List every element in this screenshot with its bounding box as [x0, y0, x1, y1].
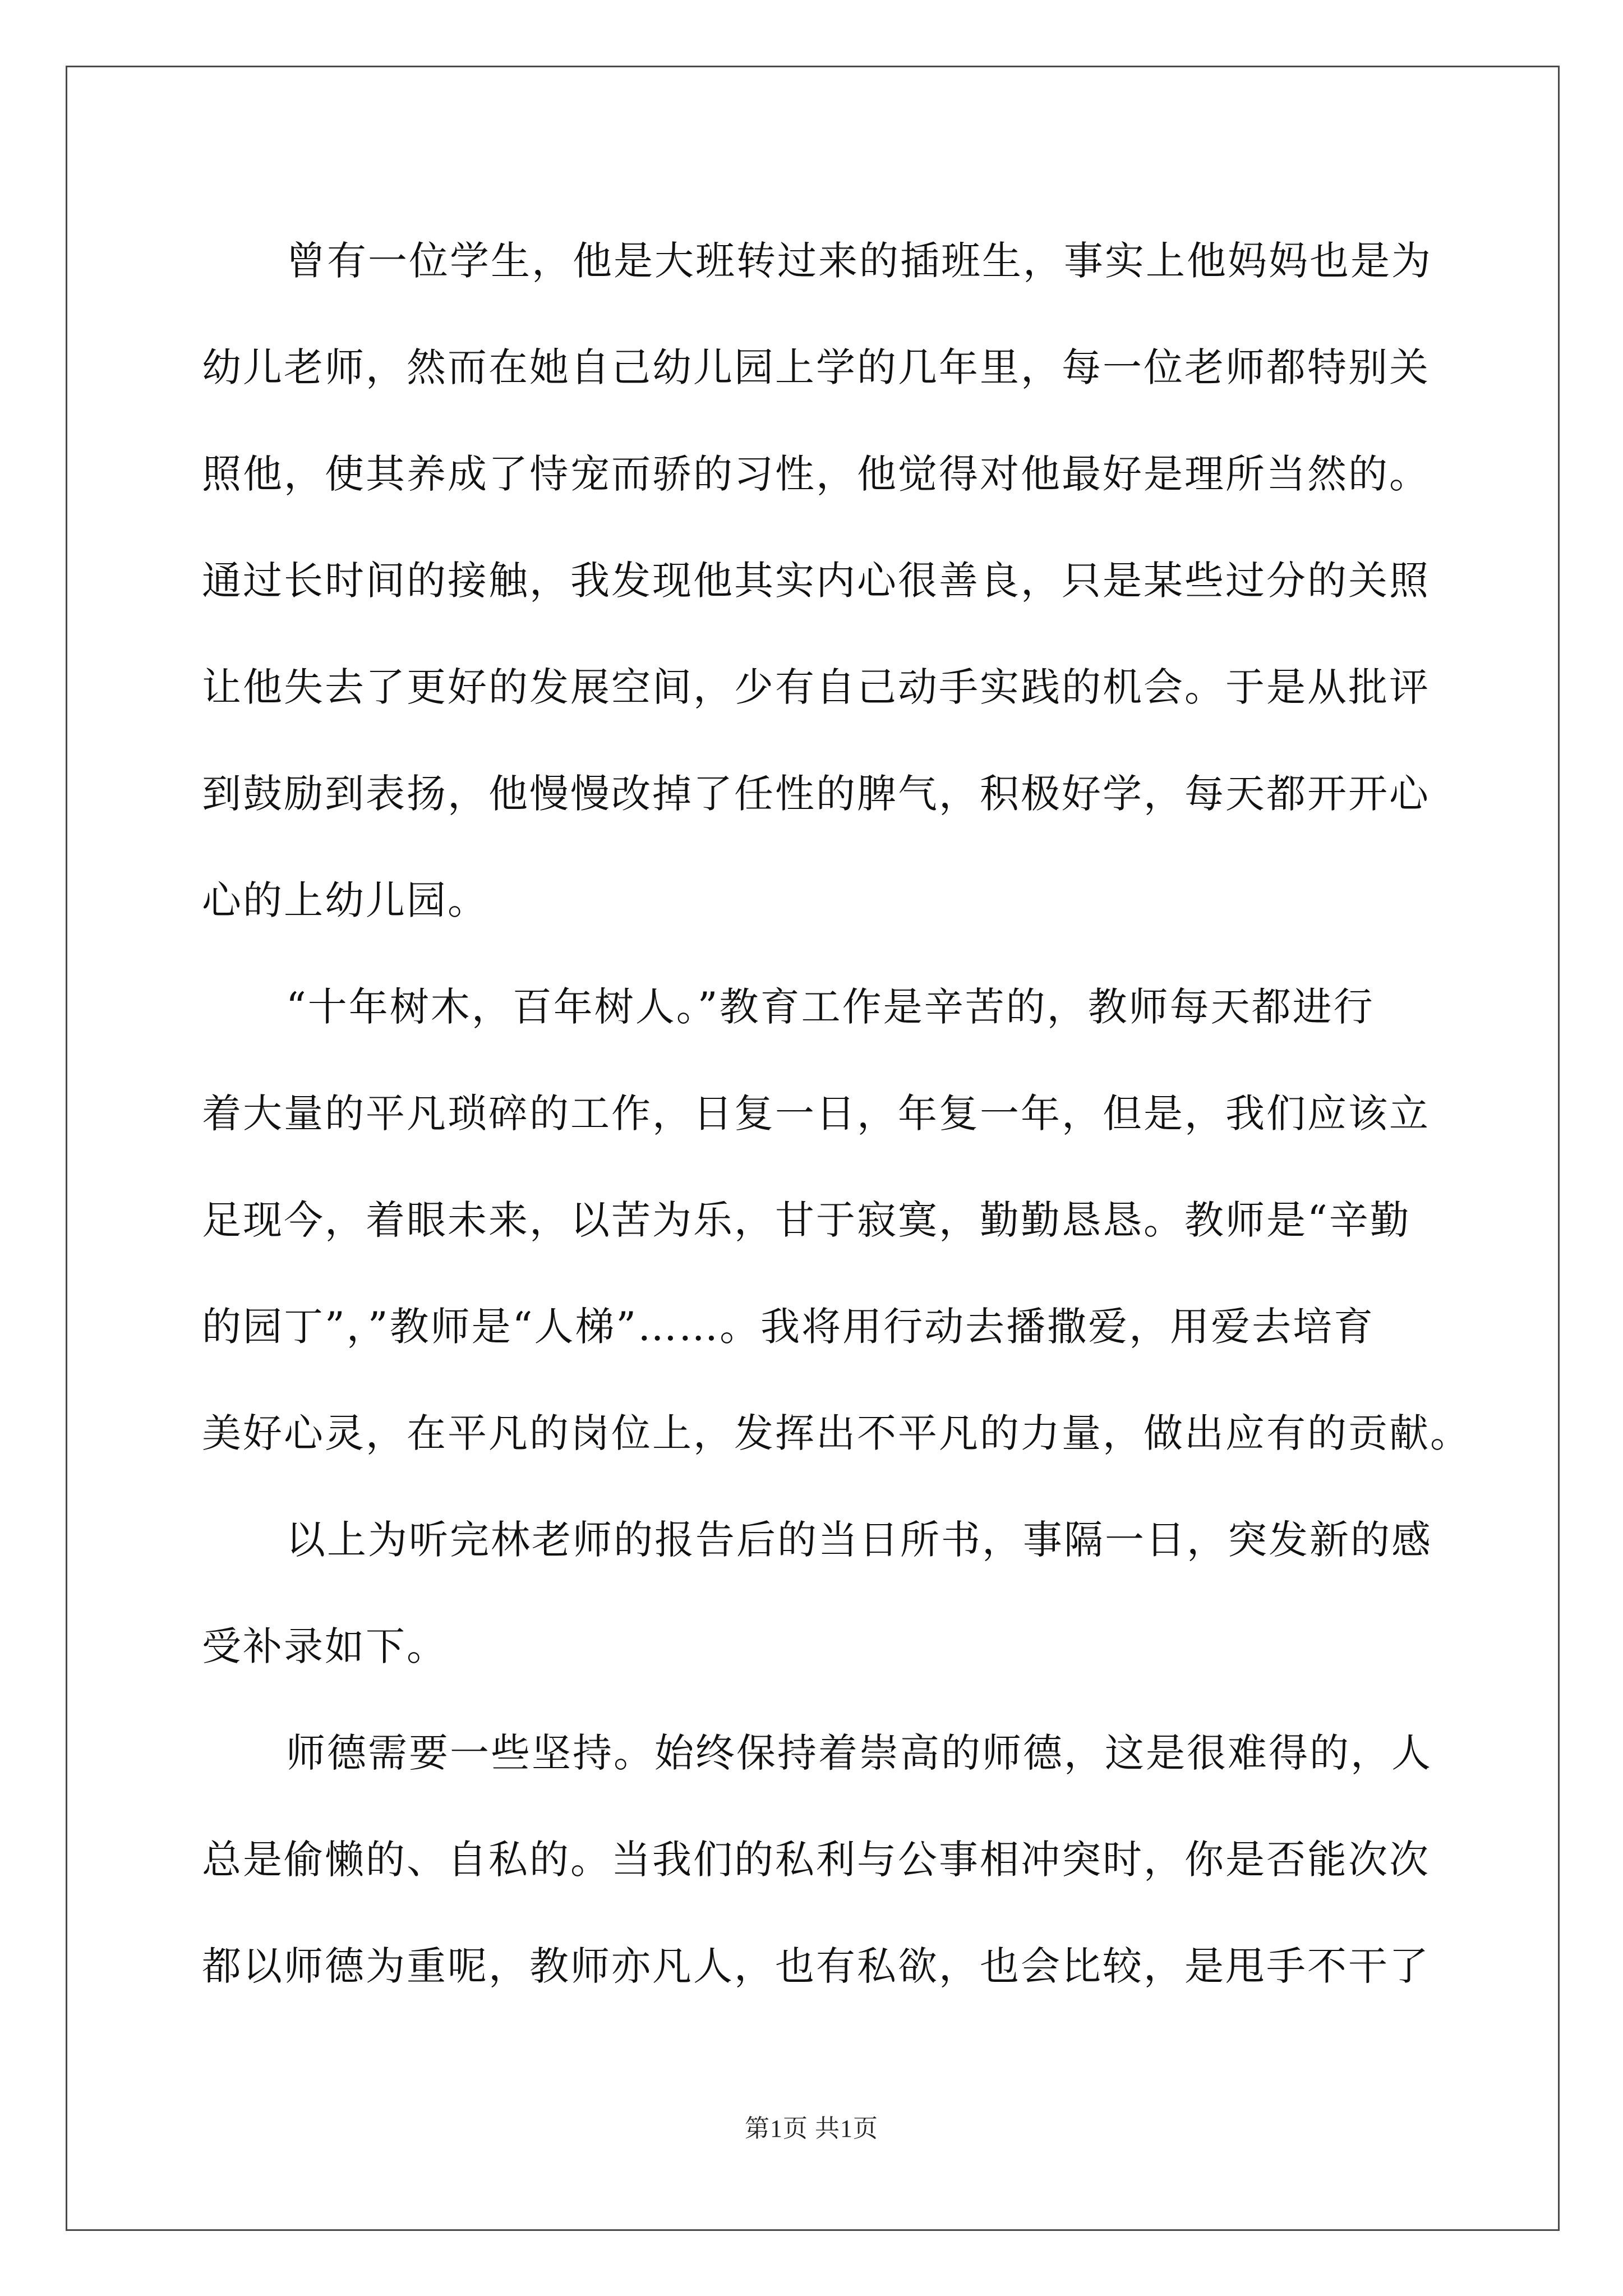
text-line: 着大量的平凡琐碎的工作，日复一日，年复一年，但是，我们应该立: [202, 1091, 1430, 1137]
text-line: 以上为听完林老师的报告后的当日所书，事隔一日，突发新的感: [286, 1517, 1432, 1563]
text-line: “十年树木，百年树人。”教育工作是辛苦的，教师每天都进行: [286, 984, 1375, 1030]
text-line: 都以师德为重呢，教师亦凡人，也有私欲，也会比较，是甩手不干了: [202, 1943, 1430, 1989]
text-line: 美好心灵，在平凡的岗位上，发挥出不平凡的力量，做出应有的贡献。: [202, 1410, 1471, 1456]
text-line: 的园丁”，”教师是“人梯”……。我将用行动去播撒爱，用爱去培育: [202, 1304, 1375, 1350]
text-line: 幼儿老师，然而在她自己幼儿园上学的几年里，每一位老师都特别关: [202, 344, 1430, 390]
text-line: 受补录如下。: [202, 1623, 448, 1669]
text-line: 到鼓励到表扬，他慢慢改掉了任性的脾气，积极好学，每天都开开心: [202, 771, 1430, 817]
page-footer: 第1页 共1页: [745, 2115, 878, 2142]
text-line: 让他失去了更好的发展空间，少有自己动手实践的机会。于是从批评: [202, 664, 1430, 710]
text-line: 通过长时间的接触，我发现他其实内心很善良，只是某些过分的关照: [202, 558, 1430, 604]
text-line: 总是偷懒的、自私的。当我们的私利与公事相冲突时，你是否能次次: [202, 1837, 1430, 1883]
text-line: 师德需要一些坚持。始终保持着崇高的师德，这是很难得的，人: [286, 1730, 1432, 1776]
text-line: 照他，使其养成了恃宠而骄的习性，他觉得对他最好是理所当然的。: [202, 451, 1430, 497]
document-body: [202, 208, 1471, 2019]
text-line: 曾有一位学生，他是大班转过来的插班生，事实上他妈妈也是为: [286, 238, 1432, 284]
text-line: 足现今，着眼未来，以苦为乐，甘于寂寞，勤勤恳恳。教师是“辛勤: [202, 1197, 1411, 1243]
text-line: 心的上幼儿园。: [202, 877, 488, 923]
